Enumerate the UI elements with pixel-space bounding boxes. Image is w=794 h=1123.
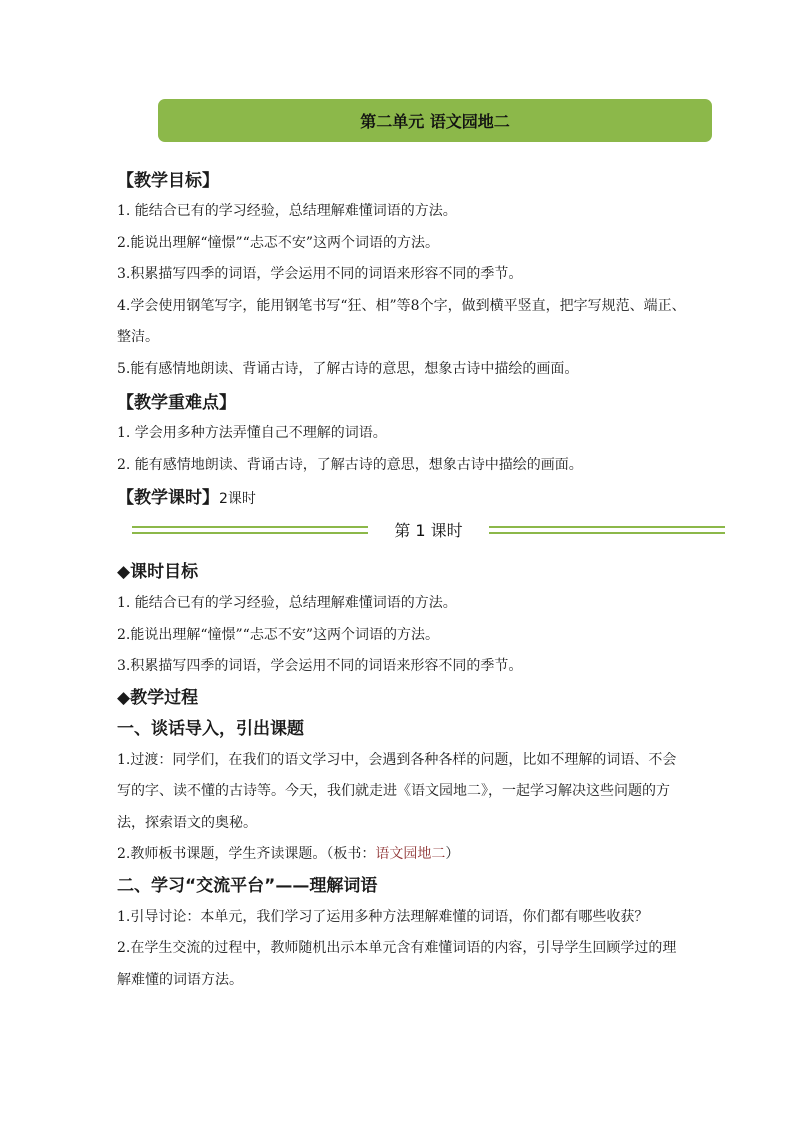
document-body [117,166,687,996]
divider-line-right [489,526,725,536]
process-heading: ◆教学过程 [117,687,199,708]
key-points-heading: 【教学重难点】 [117,393,236,413]
goal-item: 4.学会使用钢笔写字，能用钢笔书写“狂、相”等8个字，做到横平竖直，把字写规范、端正、整洁。 [117,297,686,345]
section1-heading: 一、谈话导入，引出课题 [117,718,304,739]
lesson-divider-label: 第 1 课时 [394,521,463,540]
goals-heading: 【教学目标】 [117,171,219,191]
section2-paragraph: 1.引导讨论：本单元，我们学习了运用多种方法理解难懂的词语，你们都有哪些收获？ [117,908,649,925]
section1-paragraph [117,839,687,871]
section2-paragraph: 2.在学生交流的过程中，教师随机出示本单元含有难懂词语的内容，引导学生回顾学过的理解难懂的词语方法。 [117,940,677,988]
goal-item: 2.能说出理解“憧憬”“忐忑不安”这两个词语的方法。 [117,234,439,251]
key-point-item: 2. 能有感情地朗读、背诵古诗，了解古诗的意思，想象古诗中描绘的画面。 [117,456,583,473]
section1-paragraph: 1.过渡：同学们，在我们的语文学习中，会遇到各种各样的问题，比如不理解的词语、不会写的字、读不懂的古诗等。今天，我们就走进《语文园地二》，一起学习解决这些问题的方法，探索语文的奥秘。 [117,751,677,831]
lesson-goal-item: 1. 能结合已有的学习经验，总结理解难懂词语的方法。 [117,595,457,611]
section2-heading: 二、学习“交流平台”——理解词语 [117,875,378,896]
key-point-item: 1. 学会用多种方法弄懂自己不理解的词语。 [117,425,387,441]
lesson-divider [117,513,687,557]
page-title: 第二单元 语文园地二 [360,112,510,131]
goal-item: 3.积累描写四季的词语，学会运用不同的词语来形容不同的季节。 [117,266,523,282]
board-text: 2.教师板书课题，学生齐读课题。（板书： [117,846,376,862]
title-banner [158,99,712,142]
goal-item: 1. 能结合已有的学习经验，总结理解难懂词语的方法。 [117,203,457,219]
lesson-goal-item: 2.能说出理解“憧憬”“忐忑不安”这两个词语的方法。 [117,626,439,643]
hours-line [117,483,687,513]
board-text-end: ） [445,846,460,862]
board-title-highlight: 语文园地二 [375,846,446,862]
hours-label: 【教学课时】 [117,488,219,508]
goal-item: 5.能有感情地朗读、背诵古诗，了解古诗的意思，想象古诗中描绘的画面。 [117,360,579,377]
hours-value: 2课时 [219,491,256,507]
divider-line-left [132,526,368,536]
lesson-goal-item: 3.积累描写四季的词语，学会运用不同的词语来形容不同的季节。 [117,658,523,674]
lesson-goals-heading: ◆课时目标 [117,562,199,582]
